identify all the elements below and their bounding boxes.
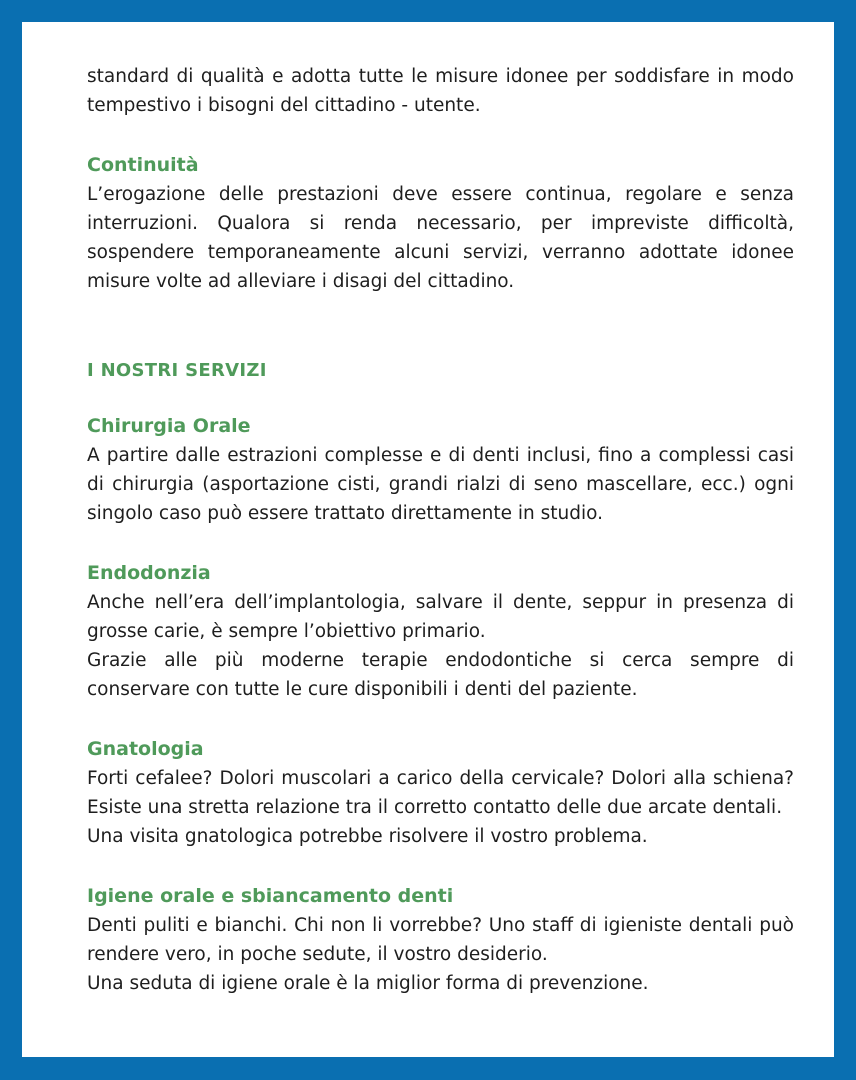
igiene-paragraph-2: Una seduta di igiene orale è la miglior forma di prevenzione.	[87, 973, 649, 994]
intro-paragraph: standard di qualità e adotta tutte le misure idonee per soddisfare in modo tempestivo i bisogni del cittadino - utente.	[87, 66, 794, 116]
endodonzia-paragraph-1: Anche nell’era dell’implantologia, salvare il dente, seppur in presenza di grosse carie, è sempre l’obiettivo primario.	[87, 592, 794, 642]
document-page	[22, 22, 834, 1057]
igiene-heading: Igiene orale e sbiancamento denti	[87, 885, 454, 907]
chirurgia-paragraph: A partire dalle estrazioni complesse e di denti inclusi, fino a complessi casi di chirurgia (asportazione cisti, grandi rialzi di seno mascellare, ecc.) ogni singolo caso può essere trattato direttamente in studio.	[87, 445, 794, 524]
continuita-paragraph: L’erogazione delle prestazioni deve essere continua, regolare e senza interruzioni. Qualora si renda necessario, per impreviste difficoltà, sospendere temporaneamente alcuni servizi, verranno adottate idonee misure volte ad alleviare i disagi del cittadino.	[87, 184, 794, 292]
gnatologia-heading: Gnatologia	[87, 738, 204, 760]
gnatologia-paragraph-1: Forti cefalee? Dolori muscolari a carico della cervicale? Dolori alla schiena? Esiste una stretta relazione tra il corretto contatto delle due arcate dentali.	[87, 768, 794, 818]
igiene-paragraph-1: Denti puliti e bianchi. Chi non li vorrebbe? Uno staff di igieniste dentali può rendere vero, in poche sedute, il vostro desiderio.	[87, 915, 794, 965]
document-content	[87, 62, 794, 998]
continuita-heading: Continuità	[87, 154, 199, 176]
gnatologia-paragraph-2: Una visita gnatologica potrebbe risolvere il vostro problema.	[87, 826, 648, 847]
endodonzia-heading: Endodonzia	[87, 562, 211, 584]
chirurgia-heading: Chirurgia Orale	[87, 415, 251, 437]
endodonzia-paragraph-2: Grazie alle più moderne terapie endodontiche si cerca sempre di conservare con tutte le cure disponibili i denti del paziente.	[87, 650, 794, 700]
services-section-title: I NOSTRI SERVIZI	[87, 360, 267, 381]
